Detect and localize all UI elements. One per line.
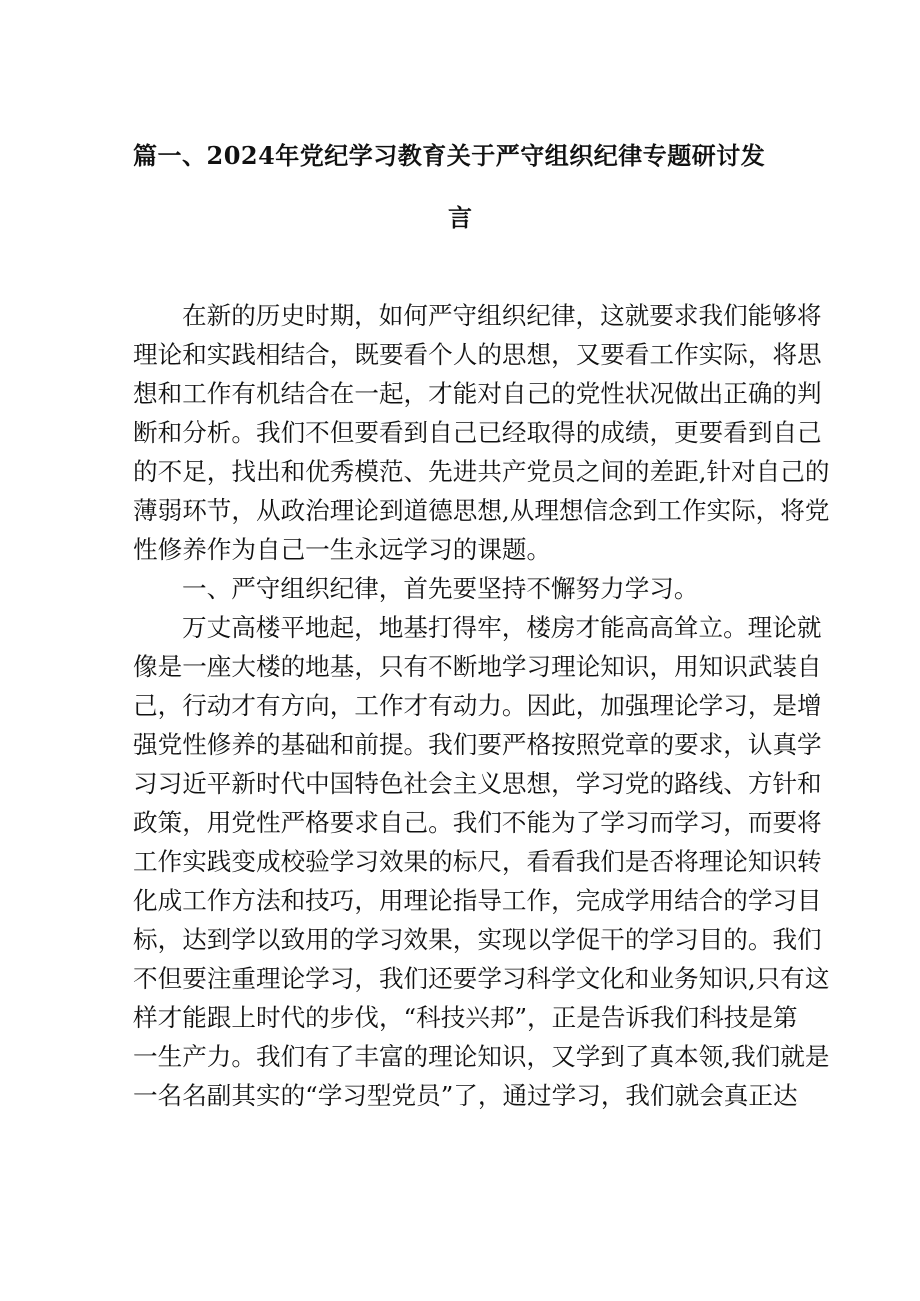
paragraph-2-line: 习习近平新时代中国特色社会主义思想，学习党的路线、方针和 bbox=[133, 769, 822, 798]
paragraph-1-line: 断和分析。我们不但要看到自己已经取得的成绩，更要看到自己 bbox=[133, 418, 822, 447]
paragraph-2-line: 万丈高楼平地起，地基打得牢，楼房才能高高耸立。理论就 bbox=[182, 613, 822, 642]
paragraph-1-line: 理论和实践相结合，既要看个人的思想，又要看工作实际，将思 bbox=[133, 340, 822, 369]
document-body bbox=[133, 296, 830, 1115]
document-title-line-1: 篇一、2024年党纪学习教育关于严守组织纪律专题研讨发 bbox=[133, 141, 766, 170]
paragraph-2-line: 标，达到学以致用的学习效果，实现以学促干的学习目的。我们 bbox=[133, 925, 822, 954]
paragraph-1-line: 在新的历史时期，如何严守组织纪律，这就要求我们能够将 bbox=[182, 301, 822, 330]
paragraph-2-line: 像是一座大楼的地基，只有不断地学习理论知识，用知识武装自 bbox=[133, 652, 822, 681]
paragraph-2-line: 工作实践变成校验学习效果的标尺，看看我们是否将理论知识转 bbox=[133, 847, 822, 876]
paragraph-2-line: 一名名副其实的“学习型党员”了，通过学习，我们就会真正达 bbox=[133, 1081, 798, 1110]
paragraph-2-line: 一生产力。我们有了丰富的理论知识，又学到了真本领,我们就是 bbox=[133, 1042, 830, 1071]
paragraph-1-line: 想和工作有机结合在一起，才能对自己的党性状况做出正确的判 bbox=[133, 379, 822, 408]
paragraph-1-line: 的不足，找出和优秀模范、先进共产党员之间的差距,针对自己的 bbox=[133, 457, 830, 486]
paragraph-2-line: 不但要注重理论学习，我们还要学习科学文化和业务知识,只有这 bbox=[133, 964, 830, 993]
paragraph-2-line: 己，行动才有方向，工作才有动力。因此，加强理论学习，是增 bbox=[133, 691, 822, 720]
paragraph-2-line: 化成工作方法和技巧，用理论指导工作，完成学用结合的学习目 bbox=[133, 886, 822, 915]
paragraph-1-line: 薄弱环节，从政治理论到道德思想,从理想信念到工作实际，将党 bbox=[133, 496, 830, 525]
paragraph-2-line: 样才能跟上时代的步伐，“科技兴邦”，正是告诉我们科技是第 bbox=[133, 1003, 798, 1032]
document-title-line-2: 言 bbox=[448, 203, 472, 232]
paragraph-2-line: 政策，用党性严格要求自己。我们不能为了学习而学习，而要将 bbox=[133, 808, 822, 837]
section-heading-1: 一、严守组织纪律，首先要坚持不懈努力学习。 bbox=[182, 574, 699, 603]
paragraph-2-line: 强党性修养的基础和前提。我们要严格按照党章的要求，认真学 bbox=[133, 730, 822, 759]
paragraph-1-line: 性修养作为自己一生永远学习的课题。 bbox=[133, 535, 552, 564]
